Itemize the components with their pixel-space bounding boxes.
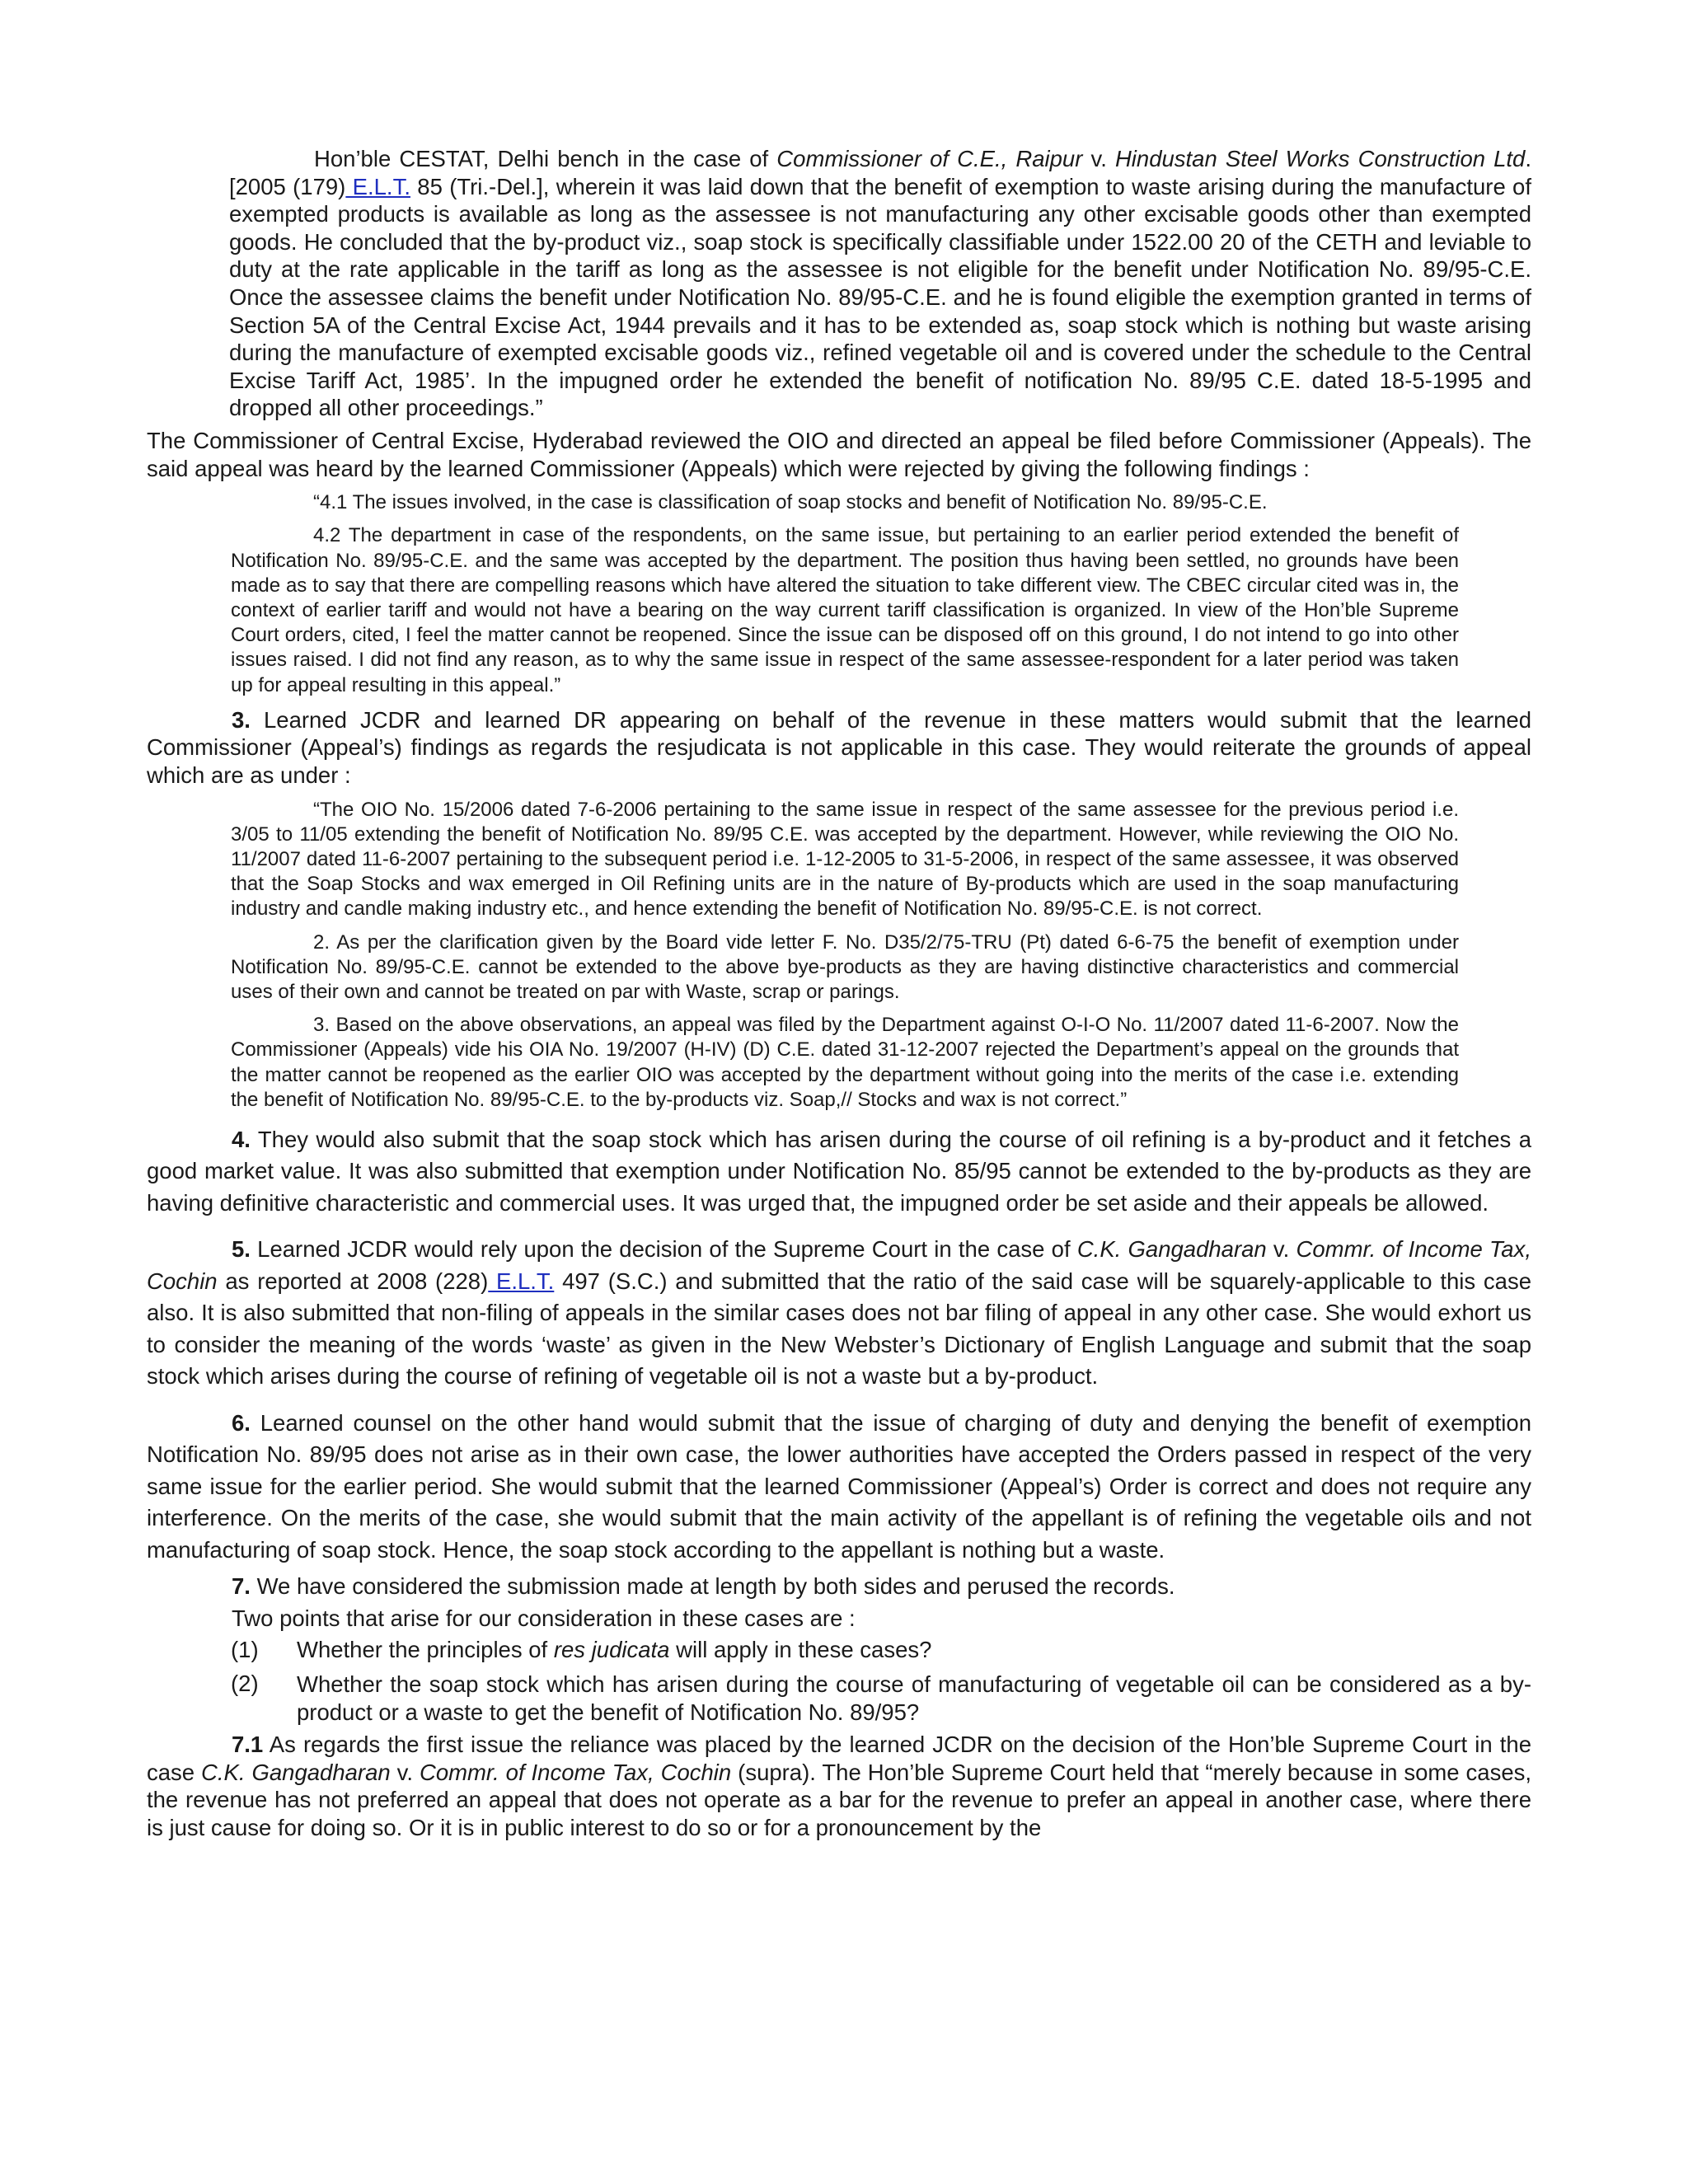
case-name: Commr. of Income Tax, Cochin [419, 1759, 732, 1785]
list-number: (2) [231, 1670, 259, 1696]
case-name: Commissioner of C.E., Raipur [776, 146, 1083, 171]
paragraph-number: 7. [232, 1573, 251, 1600]
quote-paragraph: “The OIO No. 15/2006 dated 7-6-2006 pertaining to the same issue in respect of the same assessee for the previous period i.e. 3/05 to 11/05 extending the benefit of Notification No. 89/95 C.E. was accepted by the department. However, while reviewing the OIO No. 11/2007 dated 11-6-2007 pertaining to the subsequent period i.e. 1-12-2005 to 31-5-2006, in respect of the same assessee, it was observed that the Soap Stocks and wax emerged in Oil Refining units are in the nature of By-products which are used in the soap manufacturing industry and candle making industry etc., and hence extending the benefit of Notification No. 89/95-C.E. is not correct. [231, 798, 1459, 921]
case-name: C.K. Gangadharan [201, 1759, 391, 1785]
text: They would also submit that the soap stock which has arisen during the course of oil refining is a by-product and it fetches a good market value. It was also submitted that exemption under Notification No. 85/95 cannot be extended to the by-products as they are having definitive characteristic and commercial uses. It was urged that, the impugned order be set aside and their appeals be allowed. [147, 1126, 1531, 1216]
quote-paragraph: 2. As per the clarification given by the Board vide letter F. No. D35/2/75-TRU (Pt) dated 6-6-75 the benefit of exemption under Notification No. 89/95-C.E. cannot be extended to the above bye-products as they are having distinctive characteristics and commercial uses of their own and cannot be treated on par with Waste, scrap or parings. [231, 930, 1459, 1003]
quoted-paragraph-cestat [147, 145, 1531, 422]
text: will apply in these cases? [669, 1637, 932, 1663]
list-item [147, 1634, 1531, 1666]
emphasis: res judicata [553, 1637, 670, 1663]
list-item [147, 1668, 1531, 1726]
text: Hon’ble CESTAT, Delhi bench in the case of [314, 146, 777, 171]
quote-paragraph: 3. Based on the above observations, an appeal was filed by the Department against O-I-O No. 11/2007 dated 11-6-2007. Now the Commissioner (Appeals) vide his OIA No. 19/2007 (H-IV) (D) C.E. dated 31-12-2007 rejected the Department’s appeal on the grounds that the matter cannot be reopened as the earlier OIO was accepted by the department without going into the merits of the case i.e. extending the benefit of Notification No. 89/95-C.E. to the by-products viz. Soap,// Stocks and wax is not correct.” [231, 1014, 1459, 1111]
paragraph-number: 5. [232, 1236, 251, 1263]
list-number: (1) [231, 1637, 259, 1663]
case-name: Hindustan Steel Works Construction Ltd [1114, 146, 1526, 171]
paragraph-7-1 [147, 1731, 1531, 1841]
text: . [2005 (179) [229, 146, 1531, 199]
paragraph-3 [147, 706, 1531, 790]
paragraph-6 [147, 1408, 1531, 1567]
text: We have considered the submission made at length by both sides and perused the records. [250, 1573, 1175, 1600]
paragraph-5 [147, 1234, 1531, 1393]
text: Learned JCDR and learned DR appearing on behalf of the revenue in these matters would submit that the learned Commissioner (Appeal’s) findings as regards the resjudicata is not applicable in this case. They would reiterate the grounds of appeal which are as under : [147, 706, 1531, 788]
text: v. [390, 1759, 420, 1785]
case-name: Commr. of Income Tax, Cochin [147, 1236, 1531, 1294]
paragraph-number: 3. [232, 706, 251, 733]
elt-link[interactable]: E.L.T. [488, 1268, 555, 1294]
text: Learned JCDR would rely upon the decision of the Supreme Court in the case of [250, 1236, 1077, 1263]
quote-paragraph: “4.1 The issues involved, in the case is classification of soap stocks and benefit of Notification No. 89/95-C.E. [313, 491, 1268, 514]
text: 85 (Tri.-Del.], wherein it was laid down that the benefit of exemption to waste arising during the manufacture of exempted products is available as long as the assessee is not manufacturing any other excisable goods other than exempted goods. He concluded that the by-product viz., soap stock is specifically classifiable under 1522.00 20 of the CETH and leviable to duty at the rate applicable in the tariff as long as the assessee is not eligible for the benefit under Notification No. 89/95-C.E. Once the assessee claims the benefit under Notification No. 89/95-C.E. and he is found eligible the exemption granted in terms of Section 5A of the Central Excise Act, 1944 prevails and it has to be extended as, soap stock which is nothing but waste arising during the manufacture of exempted excisable goods viz., refined vegetable oil and is covered under the schedule to the Central Excise Tariff Act, 1985’. In the impugned order he extended the benefit of notification No. 89/95 C.E. dated 18-5-1995 and dropped all other proceedings.” [229, 173, 1531, 421]
text: (supra). The Hon’ble Supreme Court held that “merely because in some cases, the revenue has not preferred an appeal that does not operate as a bar for the revenue to prefer an appeal in another case, where there is just cause for doing so. Or it is in public interest to do so or for a pronouncement by the [147, 1759, 1532, 1840]
document-page [147, 145, 1531, 1842]
paragraph-7 [147, 1571, 1531, 1603]
list-text [297, 1668, 1531, 1726]
block-quote-findings [147, 490, 1531, 698]
case-name: C.K. Gangadharan [1076, 1236, 1267, 1263]
paragraph-number: 7.1 [232, 1732, 264, 1758]
block-quote-grounds [147, 798, 1531, 1113]
elt-link[interactable]: E.L.T. [345, 173, 410, 199]
text: as reported at 2008 (228) [217, 1268, 489, 1294]
paragraph-number: 6. [232, 1409, 251, 1436]
paragraph [229, 145, 1531, 422]
paragraph-number: 4. [232, 1126, 251, 1152]
paragraph-4 [147, 1124, 1531, 1220]
quote-paragraph: 4.2 The department in case of the respondents, on the same issue, but pertaining to an earlier period extended the benefit of Notification No. 89/95-C.E. and the same was accepted by the department. The position thus having been settled, no grounds have been made as to say that there are compelling reasons which have altered the situation to take different view. The CBEC circular cited was in, the context of earlier tariff and would not have a bearing on the way current tariff classification is organized. In view of the Hon’ble Supreme Court orders, cited, I feel the matter cannot be reopened. Since the issue can be disposed off on this ground, I do not intend to go into other issues raised. I did not find any reason, as to why the same issue in respect of the same assessee-respondent for a later period was taken up for appeal resulting in this appeal.” [231, 524, 1459, 696]
text: v. [1266, 1236, 1296, 1263]
text: v. [1082, 146, 1115, 171]
paragraph-commissioner: The Commissioner of Central Excise, Hyderabad reviewed the OIO and directed an appeal be filed before Commissioner (Appeals). The said appeal was heard by the learned Commissioner (Appeals) which were rejected by giving the following findings : [147, 427, 1531, 481]
list-text [297, 1634, 1531, 1666]
text: Learned counsel on the other hand would submit that the issue of charging of duty and denying the benefit of exemption Notification No. 89/95 does not arise as in their own case, the lower authorities have accepted the Orders passed in respect of the very same issue for the earlier period. She would submit that the learned Commissioner (Appeal’s) Order is correct and does not require any interference. On the merits of the case, she would submit that the main activity of the appellant is of refining the vegetable oils and not manufacturing of soap stock. Hence, the soap stock according to the appellant is nothing but a waste. [147, 1409, 1531, 1563]
points-intro: Two points that arise for our consideration in these cases are : [232, 1605, 856, 1631]
text: 497 (S.C.) and submitted that the ratio of the said case will be squarely-applicable to this case also. It is also submitted that non-filing of appeals in the similar cases does not bar filing of appeal in any other case. She would exhort us to consider the meaning of the words ‘waste’ as given in the New Webster’s Dictionary of English Language and submit that the soap stock which arises during the course of refining of vegetable oil is not a waste but a by-product. [147, 1268, 1531, 1390]
text: Whether the soap stock which has arisen during the course of manufacturing of vegetable oil can be considered as a by-product or a waste to get the benefit of Notification No. 89/95? [297, 1671, 1531, 1725]
text: Whether the principles of [297, 1637, 554, 1663]
text: As regards the first issue the reliance was placed by the learned JCDR on the decision of the Hon’ble Supreme Court in the case [147, 1732, 1531, 1785]
